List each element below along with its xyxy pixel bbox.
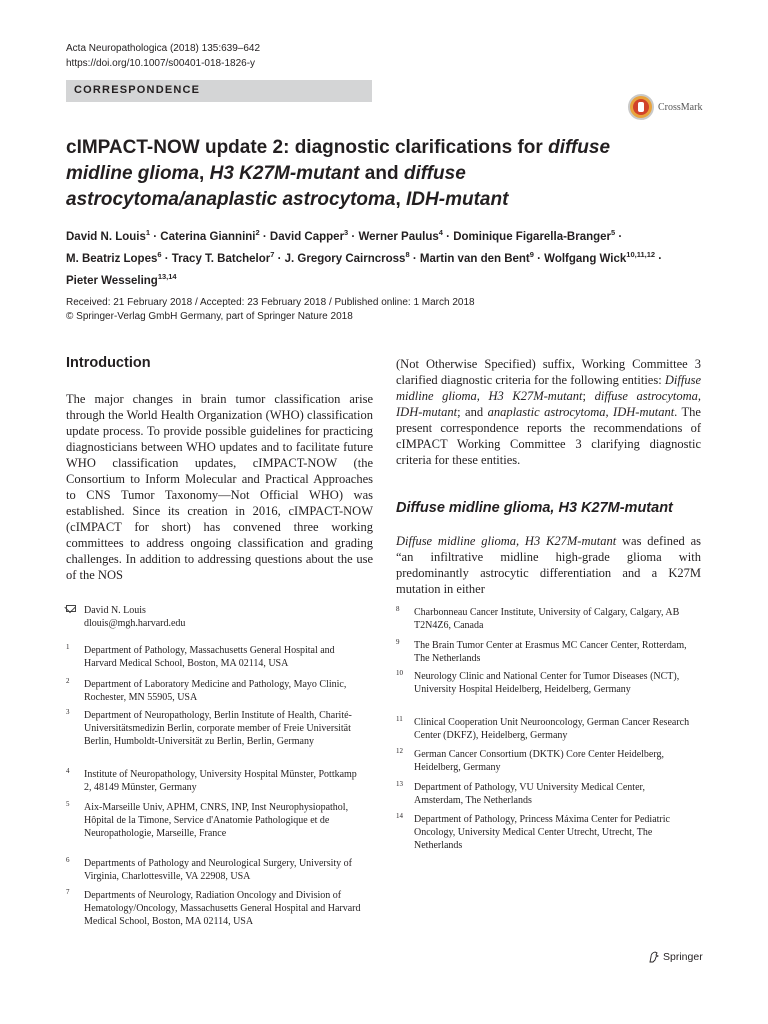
affiliation-text: Department of Pathology, Princess Máxima Center for Pediatric Oncology, University Medical Center Utrecht, Utrecht, The Netherlands — [414, 814, 670, 851]
author-name[interactable]: David N. Louis — [66, 230, 146, 243]
section-label: CORRESPONDENCE — [74, 84, 201, 96]
author-affiliation-ref: 2 — [255, 228, 260, 237]
body-text-italic: diffuse astrocytoma, IDH-mutant — [396, 389, 701, 419]
author-name[interactable]: Dominique Figarella-Branger — [453, 230, 612, 243]
title-text: and — [359, 163, 404, 184]
title-text-italic: IDH-mutant — [406, 189, 509, 210]
body-text-italic: anaplastic astrocytoma, IDH-mutant — [487, 405, 675, 419]
author-name[interactable]: J. Gregory Cairncross — [284, 252, 406, 265]
affiliation-text: Department of Neuropathology, Berlin Institute of Health, Charité-Universitätsmedizin Berlin, corporate member of Freie Universität Berlin, Humboldt-Universität zu Berlin, Berlin, Germany — [84, 710, 352, 747]
affiliation-number: 11 — [396, 715, 403, 723]
body-text: . The present correspondence reports the recommendations of cIMPACT Working Committee 3 clarifying diagnostic criteria for these entities. — [396, 405, 701, 467]
journal-citation: Acta Neuropathologica (2018) 135:639–642 — [66, 43, 261, 54]
right-column-paragraph — [396, 356, 701, 468]
dmg-paragraph — [396, 533, 701, 597]
body-text: (Not Otherwise Specified) suffix, Working Committee 3 clarified diagnostic criteria for the following entities: — [396, 357, 701, 387]
affiliation-text: Departments of Pathology and Neurological Surgery, University of Virginia, Charlottesville, VA 22908, USA — [84, 858, 352, 882]
affiliation-text: Departments of Neurology, Radiation Oncology and Division of Hematology/Oncology, Massachusetts General Hospital and Harvard Medical School, Boston, MA 02114, USA — [84, 890, 361, 927]
doi-link[interactable]: https://doi.org/10.1007/s00401-018-1826-y — [66, 58, 256, 69]
dates-line: Received: 21 February 2018 / Accepted: 23 February 2018 / Published online: 1 March 2018 — [66, 297, 475, 308]
correspondence-email[interactable]: dlouis@mgh.harvard.edu — [84, 618, 186, 629]
author-separator: · — [533, 252, 545, 265]
affiliation-text: Clinical Cooperation Unit Neurooncology, German Cancer Research Center (DKFZ), Heidelberg, Germany — [414, 717, 690, 741]
affiliation-text: Institute of Neuropathology, University Hospital Münster, Pottkamp 2, 48149 Münster, Germany — [84, 769, 357, 793]
crossmark-icon — [628, 94, 654, 120]
affiliation-number: 13 — [396, 780, 403, 788]
author-name[interactable]: Wolfgang Wick — [544, 252, 627, 265]
author-affiliation-ref: 1 — [145, 228, 151, 237]
author-affiliation-ref: 7 — [270, 249, 275, 259]
title-text: , — [395, 189, 407, 210]
author-affiliation-ref: 8 — [405, 249, 410, 259]
affiliation-number: 2 — [66, 677, 70, 685]
affiliation-text: Charbonneau Cancer Institute, University of Calgary, Calgary, AB T2N4Z6, Canada — [414, 607, 680, 631]
author-separator: · — [274, 252, 285, 265]
publication-dates — [66, 296, 475, 324]
affiliation-number: 14 — [396, 812, 403, 820]
affiliation-number: 10 — [396, 669, 403, 677]
author-separator: · — [161, 252, 172, 265]
body-text-italic: Diffuse midline glioma, H3 K27M-mutant — [396, 373, 701, 403]
affiliation-text: Neurology Clinic and National Center for Tumor Diseases (NCT), University Hospital Heidelberg, Heidelberg, Germany — [414, 671, 680, 695]
author-affiliation-ref: 5 — [611, 228, 616, 237]
author-list — [66, 224, 706, 289]
affiliation-text: Department of Pathology, VU University Medical Center, Amsterdam, The Netherlands — [414, 782, 645, 806]
springer-horse-icon — [648, 951, 659, 963]
affiliation-number: 3 — [66, 708, 70, 716]
author-separator: · — [615, 230, 623, 243]
body-text: was defined as “an infiltrative midline high-grade glioma with predominantly astrocytic differentiation and a K27M mutation in either — [396, 534, 701, 596]
body-text: ; and — [457, 405, 488, 419]
correspondence-name: David N. Louis — [84, 605, 146, 616]
article-title — [66, 135, 666, 213]
author-separator: · — [259, 230, 270, 243]
title-text-italic: diffuse astrocytoma/anaplastic astrocytoma — [66, 163, 466, 210]
affiliation-text: Aix-Marseille Univ, APHM, CNRS, INP, Inst Neurophysiopathol, Hôpital de la Timone, Service d'Anatomie Pathologique et de Neuropathologie, Marseille, France — [84, 802, 349, 839]
author-separator: · — [442, 230, 454, 243]
author-name[interactable]: Martin van den Bent — [419, 252, 530, 265]
affiliation-text: Department of Laboratory Medicine and Pathology, Mayo Clinic, Rochester, MN 55905, USA — [84, 679, 347, 703]
affiliation-number: 1 — [66, 643, 70, 651]
title-text: cIMPACT-NOW update 2: diagnostic clarifications for — [66, 137, 549, 158]
author-name[interactable]: Caterina Giannini — [160, 230, 256, 243]
affiliation-number: 4 — [66, 767, 70, 775]
author-separator: · — [409, 252, 420, 265]
section-band — [66, 80, 372, 102]
body-text-italic: Diffuse midline glioma, H3 K27M-mutant — [396, 534, 617, 548]
author-line — [66, 224, 706, 246]
affiliation-number: 8 — [396, 605, 400, 613]
author-name[interactable]: Pieter Wesseling — [66, 274, 158, 287]
author-name[interactable]: Tracy T. Batchelor — [171, 252, 271, 265]
author-affiliation-ref: 13,14 — [157, 271, 177, 281]
intro-paragraph: The major changes in brain tumor classification arise through the World Health Organization (WHO) classification update process. To provide possible guidelines for practicing diagnosticians between WHO updates and to facilitate future WHO classification updates, cIMPACT-NOW (the Consortium to Inform Molecular and Practical Approaches to CNS Tumor Taxonomy—Not Official WHO) was established. Since its creation in 2016, cIMPACT-NOW (cIMPACT for short) has convened three working committees to address ongoing classification and grading challenges. In addition to addressing questions about the use of the NOS — [66, 392, 373, 582]
author-line — [66, 246, 706, 268]
body-text: ; — [582, 389, 595, 403]
author-separator: · — [348, 230, 359, 243]
affiliation-text: The Brain Tumor Center at Erasmus MC Cancer Center, Rotterdam, The Netherlands — [414, 640, 687, 664]
author-name[interactable]: David Capper — [269, 230, 345, 243]
copyright-line: © Springer-Verlag GmbH Germany, part of Springer Nature 2018 — [66, 311, 353, 322]
journal-header — [66, 41, 260, 71]
title-text: , — [199, 163, 210, 184]
author-name[interactable]: M. Beatriz Lopes — [66, 252, 158, 265]
author-affiliation-ref: 6 — [157, 249, 162, 259]
author-affiliation-ref: 9 — [529, 249, 534, 259]
crossmark-badge[interactable] — [628, 94, 702, 120]
envelope-icon — [66, 605, 76, 612]
affiliation-number: 9 — [396, 638, 400, 646]
correspondence-note — [66, 604, 376, 634]
affiliation-text: German Cancer Consortium (DKTK) Core Center Heidelberg, Heidelberg, Germany — [414, 749, 665, 773]
author-affiliation-ref: 3 — [344, 228, 349, 237]
author-name[interactable]: Werner Paulus — [358, 230, 439, 243]
title-text-italic: H3 K27M-mutant — [209, 163, 360, 184]
title-text-italic: diffuse midline glioma — [66, 137, 611, 184]
affiliation-number: 5 — [66, 800, 70, 808]
affiliation-number: 6 — [66, 856, 70, 864]
intro-heading: Introduction — [66, 355, 151, 371]
author-separator: · — [655, 252, 663, 265]
author-line — [66, 268, 706, 290]
crossmark-label: CrossMark — [658, 101, 703, 113]
publisher-footer — [648, 951, 703, 963]
author-separator: · — [150, 230, 161, 243]
publisher-name: Springer — [663, 951, 703, 963]
affiliation-text: Department of Pathology, Massachusetts General Hospital and Harvard Medical School, Boston, MA 02114, USA — [84, 645, 335, 669]
author-affiliation-ref: 10,11,12 — [626, 249, 656, 259]
affiliation-number: 12 — [396, 747, 403, 755]
affiliation-number: 7 — [66, 888, 70, 896]
author-affiliation-ref: 4 — [438, 228, 443, 237]
section-heading-dmg: Diffuse midline glioma, H3 K27M-mutant — [396, 500, 673, 516]
